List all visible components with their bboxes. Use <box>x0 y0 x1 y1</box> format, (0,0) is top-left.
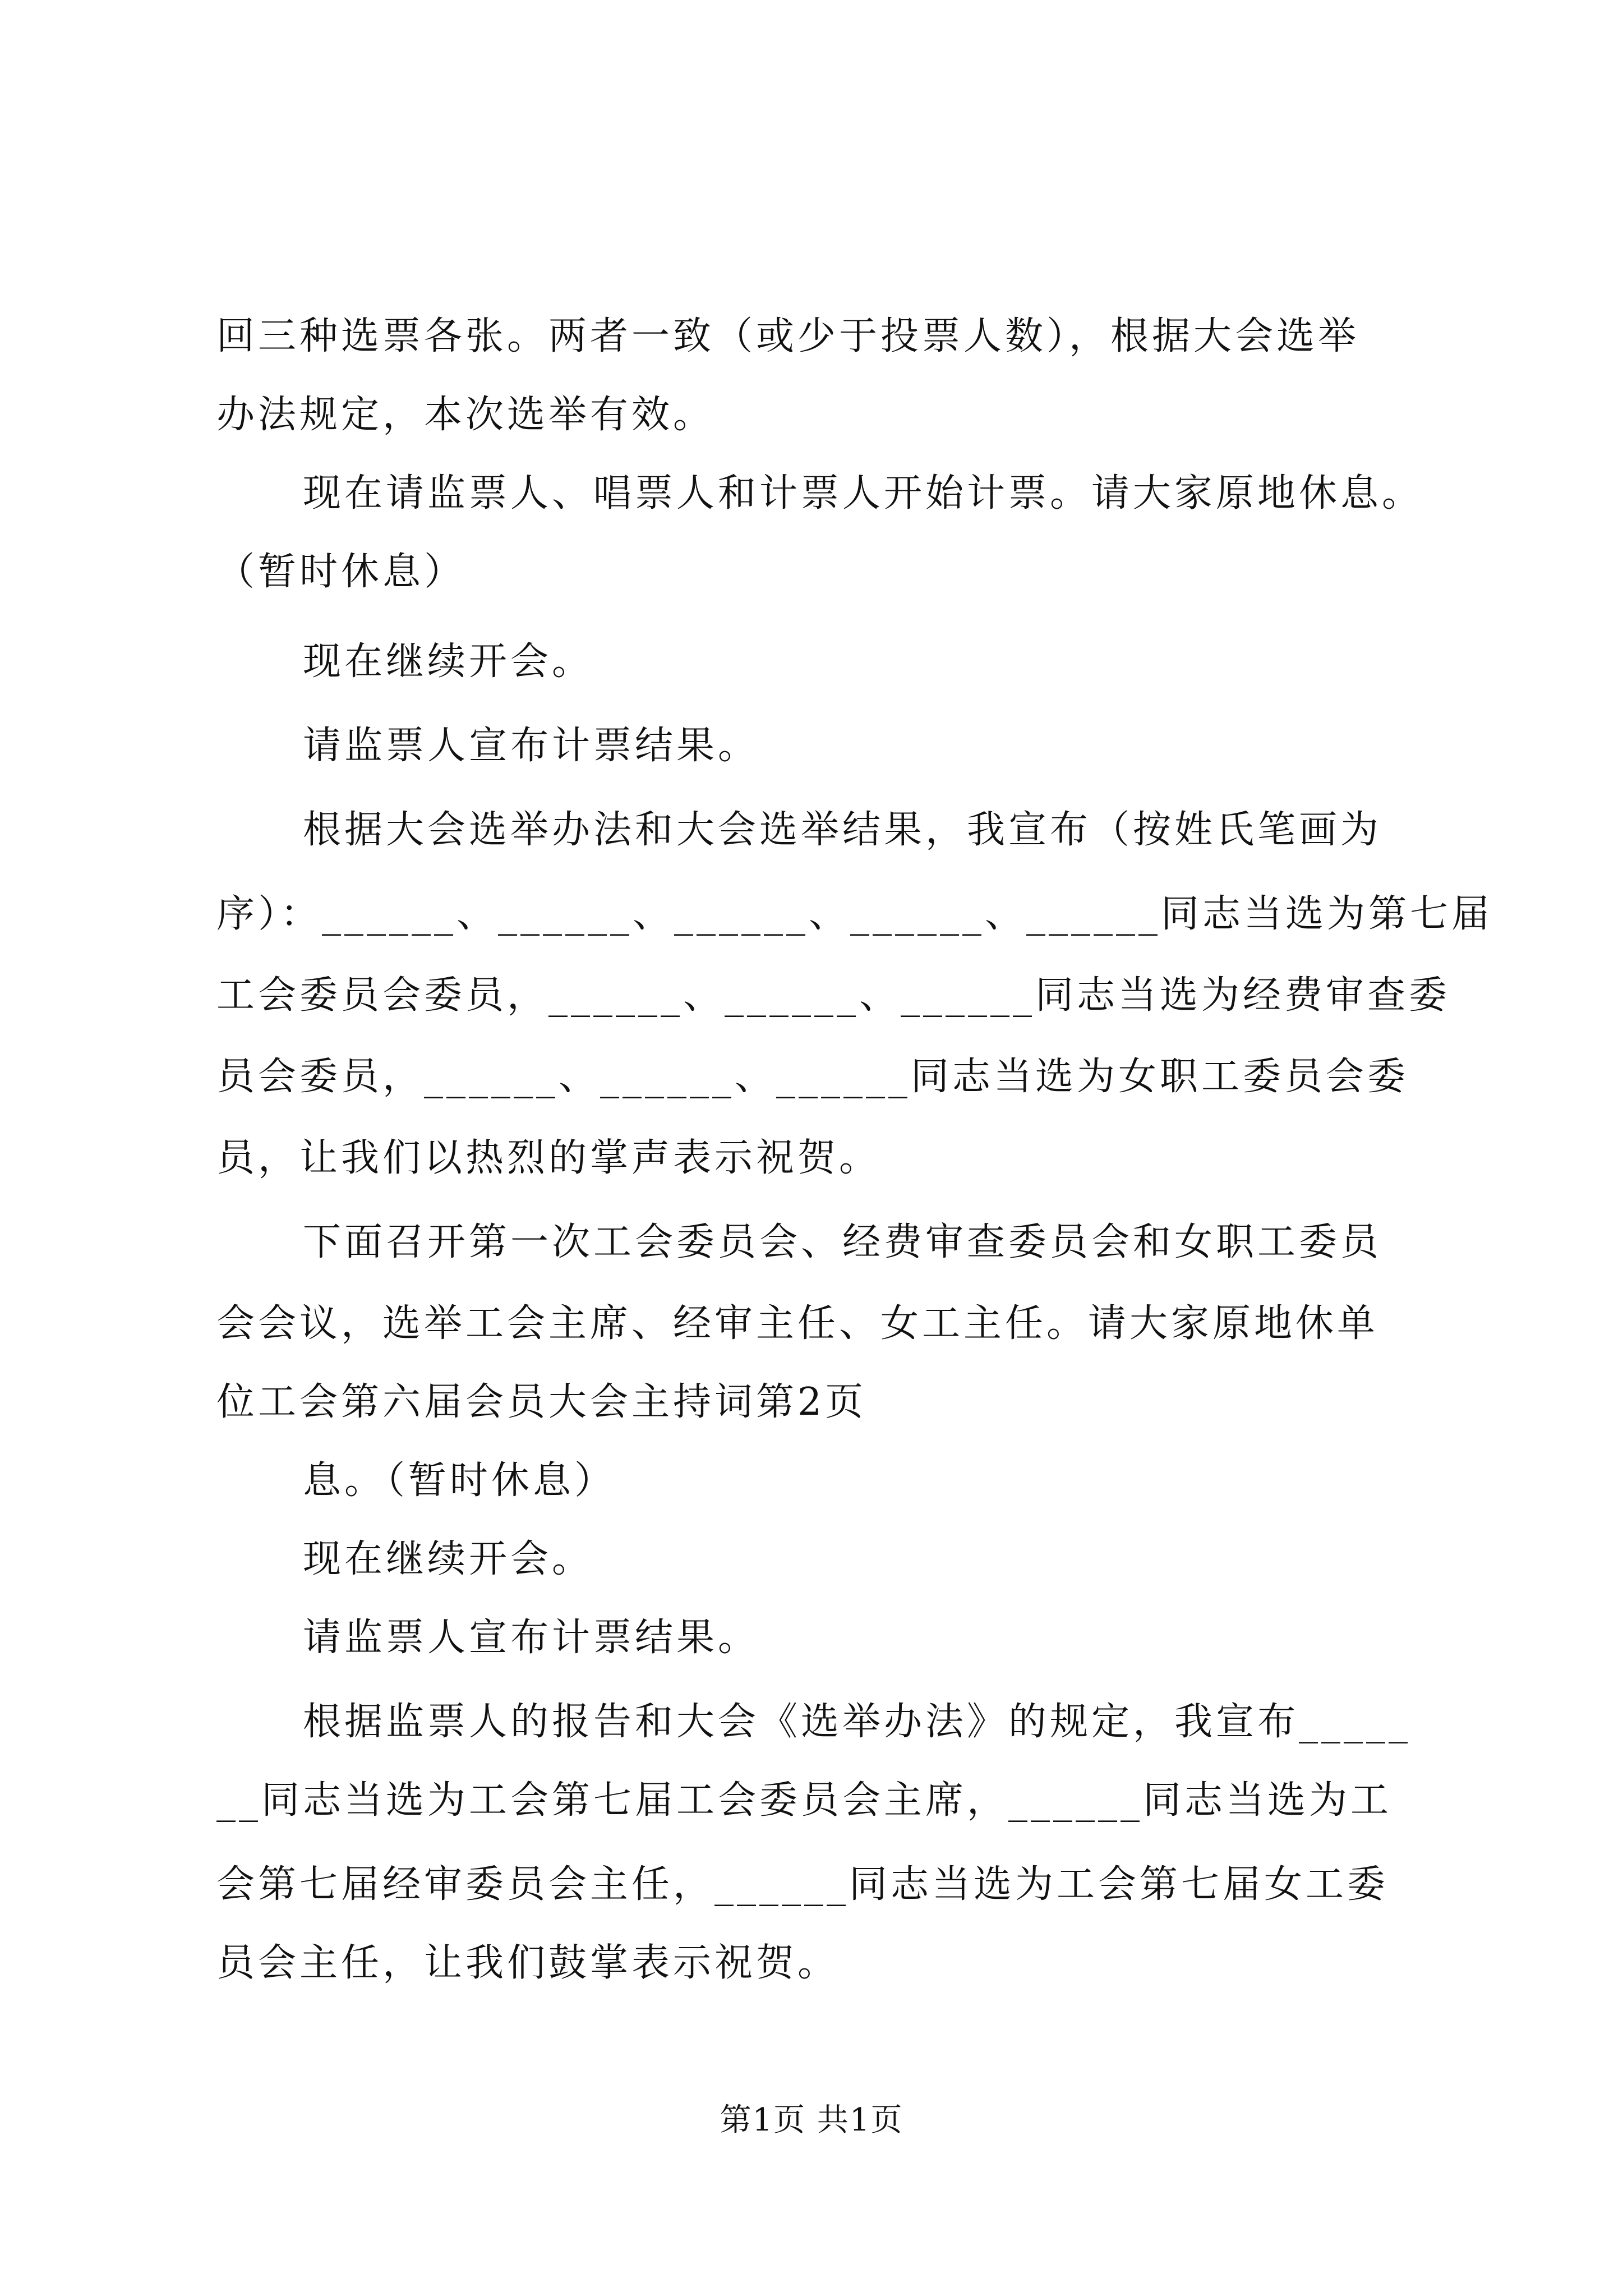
text-line-10: 员会委员，______、______、______同志当选为女职工委员会委 <box>216 1055 1409 1099</box>
text-line-18: 根据监票人的报告和大会《选举办法》的规定，我宣布_____ <box>303 1700 1412 1744</box>
text-line-12: 下面召开第一次工会委员会、经费审查委员会和女职工委员 <box>303 1220 1382 1264</box>
text-line-17: 请监票人宣布计票结果。 <box>303 1616 760 1660</box>
text-line-19: __同志当选为工会第七届工会委员会主席，______同志当选为工 <box>216 1778 1393 1823</box>
text-line-11: 员，让我们以热烈的掌声表示祝贺。 <box>216 1136 881 1180</box>
text-line-21: 员会主任，让我们鼓掌表示祝贺。 <box>216 1941 840 1985</box>
text-line-13: 会会议，选举工会主席、经审主任、女工主任。请大家原地休单 <box>216 1301 1379 1346</box>
text-line-6: 请监票人宣布计票结果。 <box>303 724 760 768</box>
text-line-4: （暂时休息） <box>216 550 466 594</box>
text-line-3: 现在请监票人、唱票人和计票人开始计票。请大家原地休息。 <box>303 471 1424 516</box>
text-line-9: 工会委员会委员，______、______、______同志当选为经费审查委 <box>216 973 1451 1018</box>
page-footer: 第1页 共1页 <box>720 2102 903 2138</box>
text-line-5: 现在继续开会。 <box>303 639 594 684</box>
text-line-15: 息。（暂时休息） <box>303 1458 616 1503</box>
text-line-1: 回三种选票各张。两者一致（或少于投票人数），根据大会选举 <box>216 314 1360 358</box>
text-line-8: 序）：______、______、______、______、______同志当选为第七届 <box>216 892 1493 936</box>
text-line-14: 位工会第六届会员大会主持词第2页 <box>216 1380 867 1424</box>
text-line-7: 根据大会选举办法和大会选举结果，我宣布（按姓氏笔画为 <box>303 808 1382 852</box>
text-line-20: 会第七届经审委员会主任，______同志当选为工会第七届女工委 <box>216 1862 1389 1907</box>
text-line-2: 办法规定，本次选举有效。 <box>216 393 715 437</box>
text-line-16: 现在继续开会。 <box>303 1537 594 1581</box>
